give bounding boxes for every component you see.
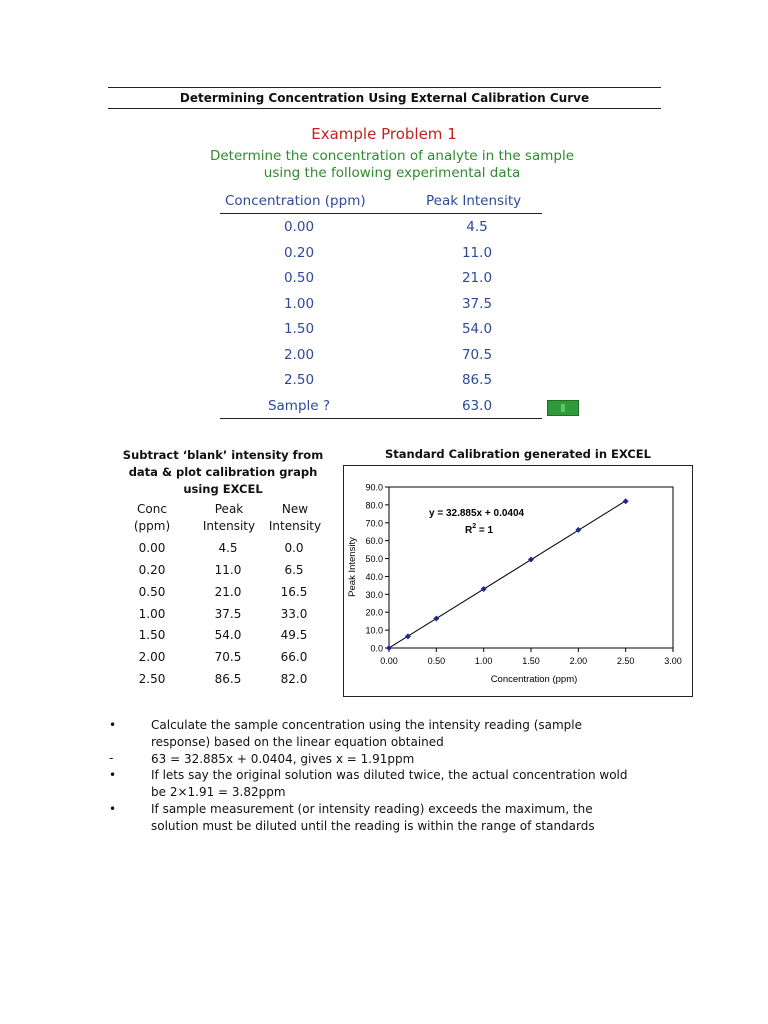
table-cell-conc: 0.00 <box>138 541 166 555</box>
x-tick-label: 0.00 <box>380 656 398 666</box>
subtract-line-3: using EXCEL <box>183 482 263 496</box>
table-cell-peak: 54.0 <box>214 628 242 642</box>
table-cell-conc: 1.50 <box>138 628 166 642</box>
y-axis-label: Peak Intensity <box>347 537 358 597</box>
note-3-line-1: If lets say the original solution was diluted twice, the actual concentration wold <box>151 768 628 782</box>
table-cell-conc: 0.50 <box>283 270 315 286</box>
table-cell-conc: 2.00 <box>283 347 315 363</box>
table-cell-conc: 0.20 <box>138 563 166 577</box>
header-rule-bottom <box>108 108 661 109</box>
y-tick-label: 0.0 <box>370 643 383 654</box>
header-new-line-1: New <box>281 502 309 516</box>
table-cell-peak: 54.0 <box>461 321 493 337</box>
dash-marker: - <box>109 751 114 765</box>
table-cell-peak: 37.5 <box>461 296 493 312</box>
y-tick-label: 20.0 <box>365 607 383 618</box>
data-point <box>481 586 487 592</box>
table-cell-peak: 86.5 <box>214 672 242 686</box>
table-cell-new: 16.5 <box>280 585 308 599</box>
data-point <box>433 615 439 621</box>
table-cell-conc: 0.50 <box>138 585 166 599</box>
header-conc <box>122 501 182 535</box>
chart-title: Standard Calibration generated in EXCEL <box>385 447 651 461</box>
y-tick-label: 30.0 <box>365 589 383 600</box>
calibration-chart <box>344 466 692 696</box>
table-cell-new: 6.5 <box>284 563 304 577</box>
header-peak-intensity <box>198 501 260 535</box>
table-cell-conc: 1.00 <box>283 296 315 312</box>
example-description-line-1: Determine the concentration of analyte in the sample <box>209 148 575 164</box>
table-cell-conc: 1.00 <box>138 607 166 621</box>
table-cell-peak: 70.5 <box>461 347 493 363</box>
table-cell-peak: 86.5 <box>461 372 493 388</box>
subtract-instructions <box>113 447 333 498</box>
header-new-line-2: Intensity <box>268 519 322 533</box>
column-header-peak-intensity: Peak Intensity <box>426 193 522 209</box>
y-tick-label: 10.0 <box>365 625 383 636</box>
data-point <box>623 498 629 504</box>
note-3-line-2: be 2×1.91 = 3.82ppm <box>151 785 286 799</box>
subtract-line-2: data & plot calibration graph <box>128 465 318 479</box>
table-cell-conc: 2.00 <box>138 650 166 664</box>
table-cell-new: 82.0 <box>280 672 308 686</box>
trendline <box>389 501 626 648</box>
table-cell-peak: 21.0 <box>461 270 493 286</box>
x-tick-label: 1.00 <box>474 656 493 666</box>
r-squared-letter: R <box>465 525 473 536</box>
table-cell-conc: 1.50 <box>283 321 315 337</box>
header-conc-line-2: (ppm) <box>133 519 171 533</box>
table-cell-peak: 11.0 <box>214 563 242 577</box>
header-peak-line-1: Peak <box>214 502 244 516</box>
table-cell-peak: 37.5 <box>214 607 242 621</box>
bullet-icon: • <box>109 768 117 782</box>
x-tick-label: 3.00 <box>664 656 682 666</box>
header-conc-line-1: Conc <box>137 502 167 516</box>
r-squared-superscript: 2 <box>472 523 477 530</box>
table-cell-conc: 0.00 <box>283 219 315 235</box>
table-cell-new: 0.0 <box>284 541 304 555</box>
table-cell-peak: 70.5 <box>214 650 242 664</box>
note-1-line-2: response) based on the linear equation obtained <box>151 735 444 749</box>
note-2: 63 = 32.885x + 0.0404, gives x = 1.91ppm <box>151 752 415 766</box>
table-header-rule <box>220 213 542 214</box>
bullet-icon: • <box>109 802 117 816</box>
x-tick-label: 0.50 <box>427 656 446 666</box>
y-tick-label: 50.0 <box>365 554 383 565</box>
y-tick-label: 80.0 <box>365 500 383 511</box>
table-bottom-rule <box>220 418 542 419</box>
embedded-object-icon[interactable] <box>547 400 579 416</box>
y-tick-label: 90.0 <box>365 482 383 493</box>
table-cell-sample-label: Sample ? <box>267 398 331 414</box>
y-tick-label: 70.0 <box>365 518 383 529</box>
example-title: Example Problem 1 <box>311 125 457 143</box>
x-tick-label: 1.50 <box>522 656 540 666</box>
table-cell-sample-peak: 63.0 <box>461 398 493 414</box>
note-4-line-2: solution must be diluted until the reading is within the range of standards <box>151 819 595 833</box>
table-cell-new: 66.0 <box>280 650 308 664</box>
r-squared-value: = 1 <box>476 525 494 536</box>
data-point <box>386 645 392 651</box>
x-axis-label: Concentration (ppm) <box>490 674 578 685</box>
table-cell-conc: 2.50 <box>138 672 166 686</box>
table-cell-peak: 4.5 <box>466 219 488 235</box>
header-peak-line-2: Intensity <box>202 519 256 533</box>
table-cell-peak: 21.0 <box>214 585 242 599</box>
note-4-line-1: If sample measurement (or intensity reading) exceeds the maximum, the <box>151 802 593 816</box>
table-cell-new: 33.0 <box>280 607 308 621</box>
table-cell-conc: 2.50 <box>283 372 315 388</box>
note-1-line-1: Calculate the sample concentration using the intensity reading (sample <box>151 718 583 732</box>
x-tick-label: 2.50 <box>616 656 635 666</box>
document-title: Determining Concentration Using External Calibration Curve <box>179 91 590 105</box>
table-cell-conc: 0.20 <box>283 245 315 261</box>
bullet-icon: • <box>109 718 117 732</box>
table-cell-peak: 4.5 <box>218 541 238 555</box>
table-cell-peak: 11.0 <box>461 245 493 261</box>
y-tick-label: 60.0 <box>365 536 383 547</box>
y-tick-label: 40.0 <box>365 571 383 582</box>
column-header-concentration: Concentration (ppm) <box>225 193 366 209</box>
trend-equation: y = 32.885x + 0.0404 <box>429 508 525 519</box>
x-tick-label: 2.00 <box>569 656 588 666</box>
example-description-line-2: using the following experimental data <box>263 165 521 181</box>
header-new-intensity <box>264 501 326 535</box>
calibration-chart-frame <box>343 465 693 697</box>
subtract-line-1: Subtract ‘blank’ intensity from <box>122 448 324 462</box>
header-rule-top <box>108 87 661 88</box>
table-cell-new: 49.5 <box>280 628 308 642</box>
r-squared-label <box>465 523 494 536</box>
